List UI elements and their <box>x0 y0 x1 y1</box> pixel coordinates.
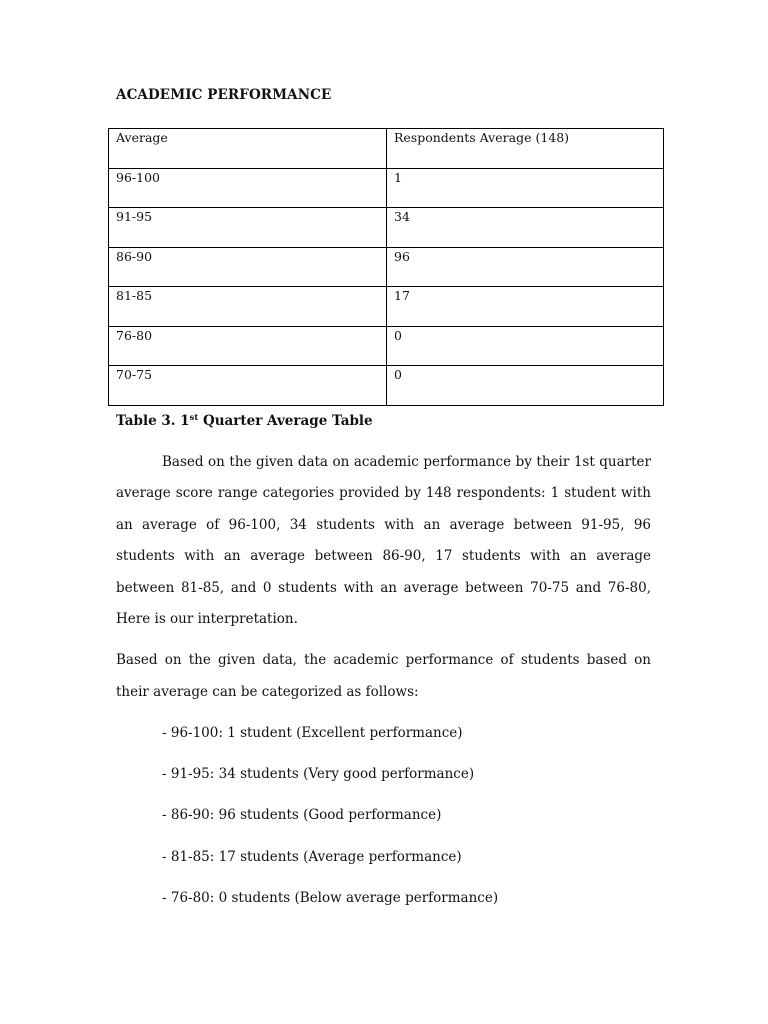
table-cell-count: 0 <box>387 326 664 366</box>
table-row <box>109 287 664 327</box>
table-cell-count: 1 <box>387 168 664 208</box>
table-header-cell: Respondents Average (148) <box>387 129 664 169</box>
table-cell-count: 17 <box>387 287 664 327</box>
list-item: - 91-95: 34 students (Very good performance) <box>162 766 475 783</box>
list-item: - 86-90: 96 students (Good performance) <box>162 807 442 824</box>
caption-ordinal-suffix: st <box>189 413 199 423</box>
table-row <box>109 168 664 208</box>
table-header-cell: Average <box>109 129 387 169</box>
table-row <box>109 366 664 406</box>
table-cell-range: 86-90 <box>109 247 387 287</box>
table-cell-count: 96 <box>387 247 664 287</box>
section-heading: ACADEMIC PERFORMANCE <box>116 87 332 103</box>
table-row <box>109 208 664 248</box>
table-caption <box>116 413 373 429</box>
table-cell-range: 76-80 <box>109 326 387 366</box>
table-cell-count: 0 <box>387 366 664 406</box>
table-row <box>109 326 664 366</box>
performance-list <box>162 718 498 924</box>
caption-prefix: Table 3. 1 <box>116 413 190 429</box>
table-cell-range: 96-100 <box>109 168 387 208</box>
table-cell-count: 34 <box>387 208 664 248</box>
table-cell-range: 91-95 <box>109 208 387 248</box>
categorization-paragraph: Based on the given data, the academic performance of students based on their average can be categorized as follows: <box>116 652 651 700</box>
table-cell-range: 70-75 <box>109 366 387 406</box>
interpretation-paragraph: Based on the given data on academic performance by their 1st quarter average score range categories provided by 148 respondents: 1 student with an average of 96-100, 34 students with an average between 91-95, 96 students with an average between 86-90, 17 students with an average between 81-85, and 0 students with an average between 70-75 and 76-80, Here is our interpretation. <box>116 454 651 628</box>
table-cell-range: 81-85 <box>109 287 387 327</box>
table-header-row <box>109 129 664 169</box>
list-item: - 96-100: 1 student (Excellent performance) <box>162 725 463 741</box>
list-item: - 76-80: 0 students (Below average performance) <box>162 889 499 906</box>
average-table <box>108 128 664 406</box>
table-row <box>109 247 664 287</box>
caption-suffix: Quarter Average Table <box>198 413 373 429</box>
list-item: - 81-85: 17 students (Average performance) <box>162 848 462 865</box>
